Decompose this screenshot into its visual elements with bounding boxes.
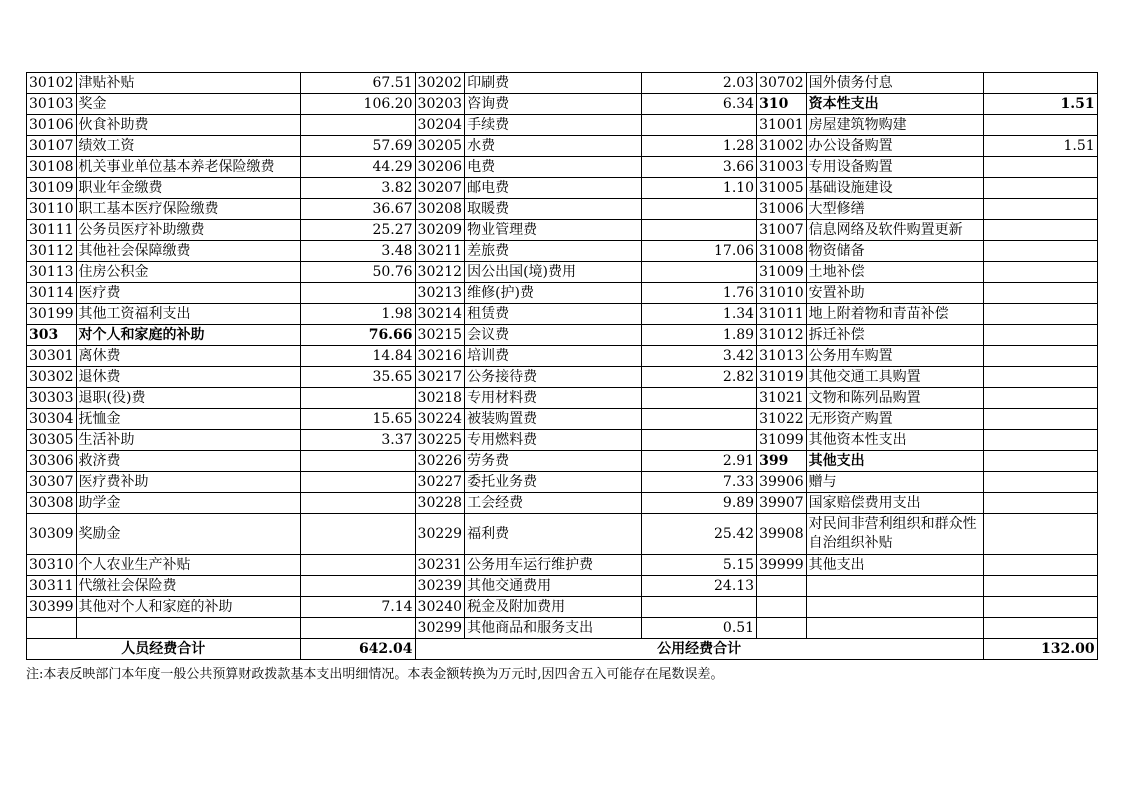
code-cell-1: 30114 bbox=[27, 283, 77, 304]
name-cell-3: 大型修缮 bbox=[806, 199, 983, 220]
name-cell-1: 其他对个人和家庭的补助 bbox=[76, 597, 300, 618]
code-cell-3: 31009 bbox=[757, 262, 807, 283]
name-cell-2: 委托业务费 bbox=[465, 472, 642, 493]
table-row bbox=[27, 115, 1098, 136]
code-cell-3: 39906 bbox=[757, 472, 807, 493]
code-cell-1: 30305 bbox=[27, 430, 77, 451]
name-cell-1: 绩效工资 bbox=[76, 136, 300, 157]
value-cell-3 bbox=[983, 241, 1097, 262]
value-cell-2: 9.89 bbox=[642, 493, 757, 514]
code-cell-1: 30302 bbox=[27, 367, 77, 388]
code-cell-2: 30204 bbox=[415, 115, 465, 136]
name-cell-1: 退职(役)费 bbox=[76, 388, 300, 409]
name-cell-3: 其他资本性支出 bbox=[806, 430, 983, 451]
name-cell-2: 水费 bbox=[465, 136, 642, 157]
name-cell-3: 公务用车购置 bbox=[806, 346, 983, 367]
name-cell-3: 拆迁补偿 bbox=[806, 325, 983, 346]
code-cell-3: 399 bbox=[757, 451, 807, 472]
name-cell-1: 住房公积金 bbox=[76, 262, 300, 283]
name-cell-1: 奖金 bbox=[76, 94, 300, 115]
code-cell-3: 31006 bbox=[757, 199, 807, 220]
code-cell-3 bbox=[757, 597, 807, 618]
code-cell-2: 30205 bbox=[415, 136, 465, 157]
name-cell-2: 租赁费 bbox=[465, 304, 642, 325]
value-cell-1: 50.76 bbox=[300, 262, 415, 283]
value-cell-3 bbox=[983, 388, 1097, 409]
code-cell-2: 30224 bbox=[415, 409, 465, 430]
name-cell-2: 取暖费 bbox=[465, 199, 642, 220]
name-cell-3: 文物和陈列品购置 bbox=[806, 388, 983, 409]
name-cell-3 bbox=[806, 597, 983, 618]
value-cell-2: 25.42 bbox=[642, 514, 757, 555]
name-cell-1 bbox=[76, 618, 300, 639]
name-cell-1: 助学金 bbox=[76, 493, 300, 514]
code-cell-1: 30301 bbox=[27, 346, 77, 367]
value-cell-1 bbox=[300, 618, 415, 639]
value-cell-2: 2.91 bbox=[642, 451, 757, 472]
code-cell-1: 30309 bbox=[27, 514, 77, 555]
value-cell-2: 17.06 bbox=[642, 241, 757, 262]
value-cell-3 bbox=[983, 493, 1097, 514]
value-cell-2: 1.89 bbox=[642, 325, 757, 346]
name-cell-2: 咨询费 bbox=[465, 94, 642, 115]
value-cell-1: 76.66 bbox=[300, 325, 415, 346]
code-cell-1: 30306 bbox=[27, 451, 77, 472]
value-cell-1: 14.84 bbox=[300, 346, 415, 367]
value-cell-3 bbox=[983, 409, 1097, 430]
value-cell-1: 1.98 bbox=[300, 304, 415, 325]
table-row bbox=[27, 472, 1098, 493]
value-cell-2 bbox=[642, 430, 757, 451]
code-cell-1: 30113 bbox=[27, 262, 77, 283]
code-cell-2: 30214 bbox=[415, 304, 465, 325]
value-cell-3 bbox=[983, 199, 1097, 220]
code-cell-3: 31013 bbox=[757, 346, 807, 367]
name-cell-1: 离休费 bbox=[76, 346, 300, 367]
value-cell-2 bbox=[642, 262, 757, 283]
value-cell-1 bbox=[300, 576, 415, 597]
code-cell-1: 30108 bbox=[27, 157, 77, 178]
value-cell-1: 3.37 bbox=[300, 430, 415, 451]
name-cell-3: 办公设备购置 bbox=[806, 136, 983, 157]
code-cell-3: 31007 bbox=[757, 220, 807, 241]
name-cell-1: 医疗费 bbox=[76, 283, 300, 304]
name-cell-2: 其他交通费用 bbox=[465, 576, 642, 597]
name-cell-2: 差旅费 bbox=[465, 241, 642, 262]
name-cell-2: 因公出国(境)费用 bbox=[465, 262, 642, 283]
code-cell-1: 30111 bbox=[27, 220, 77, 241]
name-cell-2: 福利费 bbox=[465, 514, 642, 555]
value-cell-1 bbox=[300, 493, 415, 514]
code-cell-3: 31022 bbox=[757, 409, 807, 430]
name-cell-1: 抚恤金 bbox=[76, 409, 300, 430]
value-cell-1: 67.51 bbox=[300, 73, 415, 94]
name-cell-1: 津贴补贴 bbox=[76, 73, 300, 94]
value-cell-2 bbox=[642, 115, 757, 136]
table-row bbox=[27, 597, 1098, 618]
code-cell-3: 31001 bbox=[757, 115, 807, 136]
code-cell-3: 30702 bbox=[757, 73, 807, 94]
value-cell-1: 3.48 bbox=[300, 241, 415, 262]
value-cell-1: 25.27 bbox=[300, 220, 415, 241]
name-cell-1: 医疗费补助 bbox=[76, 472, 300, 493]
code-cell-2: 30206 bbox=[415, 157, 465, 178]
code-cell-2: 30202 bbox=[415, 73, 465, 94]
value-cell-1 bbox=[300, 388, 415, 409]
code-cell-3: 31011 bbox=[757, 304, 807, 325]
code-cell-3: 31005 bbox=[757, 178, 807, 199]
name-cell-2: 电费 bbox=[465, 157, 642, 178]
value-cell-1: 15.65 bbox=[300, 409, 415, 430]
table-row bbox=[27, 346, 1098, 367]
value-cell-3 bbox=[983, 73, 1097, 94]
table-row bbox=[27, 555, 1098, 576]
value-cell-2: 1.76 bbox=[642, 283, 757, 304]
code-cell-1: 30103 bbox=[27, 94, 77, 115]
name-cell-3: 信息网络及软件购置更新 bbox=[806, 220, 983, 241]
code-cell-1 bbox=[27, 618, 77, 639]
value-cell-3: 1.51 bbox=[983, 94, 1097, 115]
value-cell-2: 24.13 bbox=[642, 576, 757, 597]
table-row bbox=[27, 451, 1098, 472]
code-cell-1: 30109 bbox=[27, 178, 77, 199]
code-cell-2: 30209 bbox=[415, 220, 465, 241]
value-cell-2: 1.28 bbox=[642, 136, 757, 157]
name-cell-2: 维修(护)费 bbox=[465, 283, 642, 304]
value-cell-3 bbox=[983, 472, 1097, 493]
code-cell-3: 39908 bbox=[757, 514, 807, 555]
name-cell-1: 奖励金 bbox=[76, 514, 300, 555]
name-cell-1: 退休费 bbox=[76, 367, 300, 388]
code-cell-2: 30240 bbox=[415, 597, 465, 618]
name-cell-1: 机关事业单位基本养老保险缴费 bbox=[76, 157, 300, 178]
name-cell-1: 个人农业生产补贴 bbox=[76, 555, 300, 576]
name-cell-1: 职工基本医疗保险缴费 bbox=[76, 199, 300, 220]
public-total-label: 公用经费合计 bbox=[415, 639, 983, 660]
table-row bbox=[27, 73, 1098, 94]
value-cell-2: 1.10 bbox=[642, 178, 757, 199]
code-cell-2: 30211 bbox=[415, 241, 465, 262]
code-cell-1: 30307 bbox=[27, 472, 77, 493]
value-cell-3 bbox=[983, 451, 1097, 472]
value-cell-3 bbox=[983, 346, 1097, 367]
code-cell-2: 30208 bbox=[415, 199, 465, 220]
value-cell-1 bbox=[300, 115, 415, 136]
name-cell-1: 生活补助 bbox=[76, 430, 300, 451]
value-cell-2: 3.42 bbox=[642, 346, 757, 367]
value-cell-1 bbox=[300, 514, 415, 555]
name-cell-2: 邮电费 bbox=[465, 178, 642, 199]
value-cell-2: 7.33 bbox=[642, 472, 757, 493]
code-cell-3: 31010 bbox=[757, 283, 807, 304]
name-cell-2: 其他商品和服务支出 bbox=[465, 618, 642, 639]
name-cell-2: 公务接待费 bbox=[465, 367, 642, 388]
value-cell-1: 44.29 bbox=[300, 157, 415, 178]
code-cell-3: 31099 bbox=[757, 430, 807, 451]
code-cell-1: 30304 bbox=[27, 409, 77, 430]
name-cell-1: 代缴社会保险费 bbox=[76, 576, 300, 597]
name-cell-1: 对个人和家庭的补助 bbox=[76, 325, 300, 346]
code-cell-2: 30226 bbox=[415, 451, 465, 472]
personnel-total-label: 人员经费合计 bbox=[27, 639, 301, 660]
value-cell-3 bbox=[983, 178, 1097, 199]
name-cell-2: 会议费 bbox=[465, 325, 642, 346]
table-body bbox=[27, 73, 1098, 639]
personnel-total-value: 642.04 bbox=[300, 639, 415, 660]
value-cell-2: 6.34 bbox=[642, 94, 757, 115]
name-cell-3: 基础设施建设 bbox=[806, 178, 983, 199]
value-cell-1: 35.65 bbox=[300, 367, 415, 388]
code-cell-1: 30107 bbox=[27, 136, 77, 157]
table-row bbox=[27, 136, 1098, 157]
value-cell-3 bbox=[983, 304, 1097, 325]
name-cell-3: 其他支出 bbox=[806, 555, 983, 576]
name-cell-2: 专用材料费 bbox=[465, 388, 642, 409]
code-cell-2: 30203 bbox=[415, 94, 465, 115]
value-cell-3: 1.51 bbox=[983, 136, 1097, 157]
value-cell-1 bbox=[300, 555, 415, 576]
code-cell-2: 30239 bbox=[415, 576, 465, 597]
code-cell-2: 30231 bbox=[415, 555, 465, 576]
name-cell-1: 公务员医疗补助缴费 bbox=[76, 220, 300, 241]
table-row bbox=[27, 283, 1098, 304]
code-cell-1: 30106 bbox=[27, 115, 77, 136]
table-row bbox=[27, 262, 1098, 283]
table-row bbox=[27, 94, 1098, 115]
value-cell-2: 2.03 bbox=[642, 73, 757, 94]
name-cell-3: 专用设备购置 bbox=[806, 157, 983, 178]
name-cell-2: 物业管理费 bbox=[465, 220, 642, 241]
value-cell-3 bbox=[983, 220, 1097, 241]
name-cell-3: 资本性支出 bbox=[806, 94, 983, 115]
code-cell-2: 30213 bbox=[415, 283, 465, 304]
value-cell-2: 2.82 bbox=[642, 367, 757, 388]
code-cell-2: 30212 bbox=[415, 262, 465, 283]
name-cell-3: 无形资产购置 bbox=[806, 409, 983, 430]
name-cell-1: 职业年金缴费 bbox=[76, 178, 300, 199]
code-cell-3: 39999 bbox=[757, 555, 807, 576]
value-cell-1 bbox=[300, 472, 415, 493]
name-cell-1: 其他工资福利支出 bbox=[76, 304, 300, 325]
table-row bbox=[27, 618, 1098, 639]
value-cell-2: 0.51 bbox=[642, 618, 757, 639]
value-cell-3 bbox=[983, 430, 1097, 451]
value-cell-2 bbox=[642, 199, 757, 220]
value-cell-3 bbox=[983, 157, 1097, 178]
name-cell-3 bbox=[806, 576, 983, 597]
code-cell-1: 30102 bbox=[27, 73, 77, 94]
code-cell-3: 31021 bbox=[757, 388, 807, 409]
name-cell-3: 对民间非营利组织和群众性自治组织补贴 bbox=[806, 514, 983, 555]
code-cell-3: 39907 bbox=[757, 493, 807, 514]
name-cell-2: 印刷费 bbox=[465, 73, 642, 94]
name-cell-1: 救济费 bbox=[76, 451, 300, 472]
code-cell-2: 30228 bbox=[415, 493, 465, 514]
name-cell-3: 其他支出 bbox=[806, 451, 983, 472]
code-cell-2: 30225 bbox=[415, 430, 465, 451]
code-cell-3 bbox=[757, 618, 807, 639]
value-cell-3 bbox=[983, 115, 1097, 136]
table-footnote: 注:本表反映部门本年度一般公共预算财政拨款基本支出明细情况。本表金额转换为万元时,因四舍五入可能存在尾数误差。 bbox=[26, 667, 724, 682]
code-cell-1: 30308 bbox=[27, 493, 77, 514]
expenditure-detail-table bbox=[26, 72, 1098, 660]
value-cell-1 bbox=[300, 283, 415, 304]
code-cell-2: 30229 bbox=[415, 514, 465, 555]
name-cell-2: 专用燃料费 bbox=[465, 430, 642, 451]
value-cell-1: 36.67 bbox=[300, 199, 415, 220]
table-row bbox=[27, 388, 1098, 409]
table-row bbox=[27, 514, 1098, 555]
value-cell-2: 3.66 bbox=[642, 157, 757, 178]
name-cell-3: 土地补偿 bbox=[806, 262, 983, 283]
code-cell-1: 30310 bbox=[27, 555, 77, 576]
value-cell-3 bbox=[983, 283, 1097, 304]
name-cell-3: 赠与 bbox=[806, 472, 983, 493]
value-cell-3 bbox=[983, 514, 1097, 555]
value-cell-3 bbox=[983, 576, 1097, 597]
table-row bbox=[27, 409, 1098, 430]
value-cell-3 bbox=[983, 325, 1097, 346]
code-cell-1: 30303 bbox=[27, 388, 77, 409]
table-row bbox=[27, 157, 1098, 178]
public-total-value: 132.00 bbox=[983, 639, 1097, 660]
name-cell-2: 工会经费 bbox=[465, 493, 642, 514]
value-cell-3 bbox=[983, 555, 1097, 576]
name-cell-3: 房屋建筑物购建 bbox=[806, 115, 983, 136]
value-cell-2: 1.34 bbox=[642, 304, 757, 325]
value-cell-2 bbox=[642, 409, 757, 430]
code-cell-2: 30299 bbox=[415, 618, 465, 639]
name-cell-3: 物资储备 bbox=[806, 241, 983, 262]
code-cell-1: 30110 bbox=[27, 199, 77, 220]
name-cell-2: 培训费 bbox=[465, 346, 642, 367]
name-cell-3: 安置补助 bbox=[806, 283, 983, 304]
name-cell-2: 被装购置费 bbox=[465, 409, 642, 430]
code-cell-2: 30207 bbox=[415, 178, 465, 199]
code-cell-3: 31019 bbox=[757, 367, 807, 388]
name-cell-3: 国家赔偿费用支出 bbox=[806, 493, 983, 514]
code-cell-2: 30218 bbox=[415, 388, 465, 409]
code-cell-1: 30399 bbox=[27, 597, 77, 618]
name-cell-2: 税金及附加费用 bbox=[465, 597, 642, 618]
code-cell-1: 30311 bbox=[27, 576, 77, 597]
totals-row bbox=[27, 639, 1098, 660]
value-cell-2 bbox=[642, 220, 757, 241]
code-cell-3: 310 bbox=[757, 94, 807, 115]
name-cell-2: 手续费 bbox=[465, 115, 642, 136]
code-cell-1: 303 bbox=[27, 325, 77, 346]
name-cell-3 bbox=[806, 618, 983, 639]
value-cell-2: 5.15 bbox=[642, 555, 757, 576]
code-cell-2: 30216 bbox=[415, 346, 465, 367]
value-cell-1: 57.69 bbox=[300, 136, 415, 157]
value-cell-3 bbox=[983, 618, 1097, 639]
name-cell-3: 地上附着物和青苗补偿 bbox=[806, 304, 983, 325]
value-cell-1: 106.20 bbox=[300, 94, 415, 115]
name-cell-2: 劳务费 bbox=[465, 451, 642, 472]
value-cell-2 bbox=[642, 388, 757, 409]
code-cell-3: 31012 bbox=[757, 325, 807, 346]
value-cell-3 bbox=[983, 367, 1097, 388]
table-row bbox=[27, 304, 1098, 325]
name-cell-3: 国外债务付息 bbox=[806, 73, 983, 94]
code-cell-1: 30112 bbox=[27, 241, 77, 262]
name-cell-3: 其他交通工具购置 bbox=[806, 367, 983, 388]
code-cell-2: 30227 bbox=[415, 472, 465, 493]
value-cell-2 bbox=[642, 597, 757, 618]
code-cell-2: 30215 bbox=[415, 325, 465, 346]
value-cell-1: 3.82 bbox=[300, 178, 415, 199]
table-row bbox=[27, 220, 1098, 241]
table-row bbox=[27, 325, 1098, 346]
table-row bbox=[27, 178, 1098, 199]
code-cell-2: 30217 bbox=[415, 367, 465, 388]
table-row bbox=[27, 241, 1098, 262]
table-row bbox=[27, 576, 1098, 597]
code-cell-1: 30199 bbox=[27, 304, 77, 325]
name-cell-1: 其他社会保障缴费 bbox=[76, 241, 300, 262]
table-row bbox=[27, 430, 1098, 451]
table-row bbox=[27, 199, 1098, 220]
code-cell-3: 31002 bbox=[757, 136, 807, 157]
value-cell-3 bbox=[983, 597, 1097, 618]
value-cell-1: 7.14 bbox=[300, 597, 415, 618]
table-row bbox=[27, 367, 1098, 388]
code-cell-3 bbox=[757, 576, 807, 597]
code-cell-3: 31003 bbox=[757, 157, 807, 178]
value-cell-3 bbox=[983, 262, 1097, 283]
name-cell-1: 伙食补助费 bbox=[76, 115, 300, 136]
table-row bbox=[27, 493, 1098, 514]
value-cell-1 bbox=[300, 451, 415, 472]
code-cell-3: 31008 bbox=[757, 241, 807, 262]
name-cell-2: 公务用车运行维护费 bbox=[465, 555, 642, 576]
